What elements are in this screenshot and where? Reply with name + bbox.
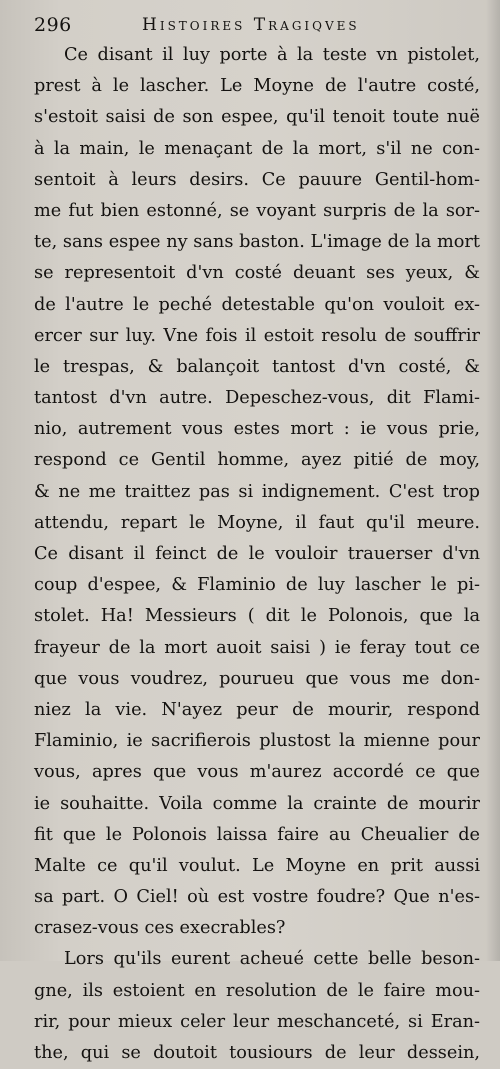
text-line: attendu, repart le Moyne, il faut qu'il meure. [34,512,480,533]
page-edge-shadow [486,0,500,961]
text-line: te, sans espee ny sans baston. L'image de la mort [34,232,480,253]
text-line: sa part. O Ciel! où est vostre foudre? Que n'es- [34,887,480,908]
text-line: respond ce Gentil homme, ayez pitié de moy, [34,450,480,471]
text-line: fit que le Polonois laissa faire au Cheualier de [34,824,480,845]
text-line: prest à le lascher. Le Moyne de l'autre costé, [34,76,480,97]
text-line: & ne me traittez pas si indignement. C'est trop [34,481,480,502]
text-line: ercer sur luy. Vne fois il estoit resolu de souffrir [34,325,480,346]
text-line: se representoit d'vn costé deuant ses yeux, & [34,263,480,284]
text-line: s'estoit saisi de son espee, qu'il tenoit toute nuë [34,107,480,128]
text-line: que vous voudrez, pourueu que vous me don- [34,668,480,689]
text-line: Ce disant il feinct de le vouloir trauerser d'vn [34,544,480,564]
running-title: Histoires Tragiqves [142,15,360,35]
text-line: vous, apres que vous m'aurez accordé ce que [34,762,480,783]
body-text [34,40,480,1069]
text-line: stolet. Ha! Messieurs ( dit le Polonois, que la [34,606,480,627]
text-line: niez la vie. N'ayez peur de mourir, respond [34,699,480,720]
text-line: the, qui se doutoit tousiours de leur dessein, [34,1043,480,1063]
text-line: le trespas, & balançoit tantost d'vn costé, & [34,356,480,377]
text-line: nio, autrement vous estes mort : ie vous prie, [34,419,480,440]
text-line: à la main, le menaçant de la mort, s'il ne con- [34,138,480,159]
text-line: ie souhaitte. Voila comme la crainte de mourir [34,793,480,814]
text-line: de l'autre le peché detestable qu'on vouloit ex- [34,294,480,315]
page-header [34,14,482,40]
text-line: Ce disant il luy porte à la teste vn pistolet, [64,45,480,65]
text-line: me fut bien estonné, se voyant surpris de la sor- [34,200,480,221]
text-line: gne, ils estoient en resolution de le faire mou- [34,980,480,1001]
text-line: tantost d'vn autre. Depeschez-vous, dit Flami- [34,388,480,409]
text-line: Lors qu'ils eurent acheué cette belle beson- [64,949,480,970]
text-line: Malte ce qu'il voulut. Le Moyne en prit aussi [34,855,480,876]
text-line: frayeur de la mort auoit saisi ) ie feray tout ce [34,637,480,658]
text-line: rir, pour mieux celer leur meschanceté, si Eran- [34,1011,480,1032]
text-line: crasez-vous ces execrables? [34,918,286,939]
text-line: Flaminio, ie sacrifierois plustost la mienne pour [34,731,480,752]
text-line: sentoit à leurs desirs. Ce pauure Gentil-hom- [34,169,480,190]
text-line: coup d'espee, & Flaminio de luy lascher le pi- [34,575,480,596]
page-number: 296 [34,14,72,36]
